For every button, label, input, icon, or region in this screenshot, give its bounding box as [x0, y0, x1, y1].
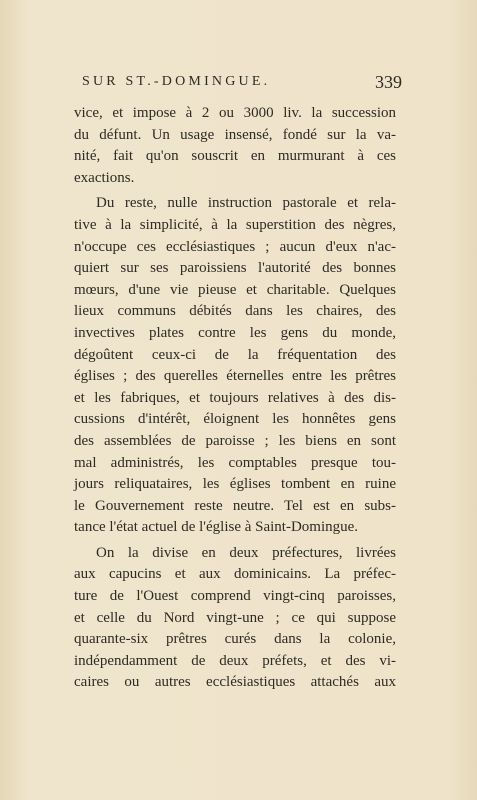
running-title: SUR ST.-DOMINGUE.: [82, 74, 271, 89]
text-line: tive à la simplicité, à la superstition des nègres,: [74, 216, 396, 233]
text-line: exactions.: [74, 169, 135, 186]
text-line: cussions d'intérêt, éloignent les honnêtes gens: [74, 411, 396, 428]
body-text: [74, 103, 396, 694]
text-line: dégoûtent ceux-ci de la fréquentation des: [74, 346, 396, 363]
text-line: invectives plates contre les gens du monde,: [74, 324, 396, 341]
text-line: caires ou autres ecclésiastiques attachés aux: [74, 674, 396, 691]
text-line: On la divise en deux préfectures, livrées: [96, 544, 396, 561]
text-line: aux capucins et aux dominicains. La préfec-: [74, 566, 396, 583]
paragraph: [74, 193, 396, 539]
text-line: le Gouvernement reste neutre. Tel est en subs-: [74, 497, 396, 514]
text-line: quiert sur ses paroissiens l'autorité des bonnes: [74, 260, 396, 277]
page-header: [72, 72, 402, 98]
text-line: ture de l'Ouest comprend vingt-cinq paroisses,: [74, 588, 396, 605]
text-line: nité, fait qu'on souscrit en murmurant à ces: [74, 148, 396, 165]
text-line: lieux communs débités dans les chaires, des: [74, 303, 396, 320]
text-line: indépendamment de deux préfets, et des vi-: [74, 652, 396, 669]
text-line: des assemblées de paroisse ; les biens en sont: [74, 432, 396, 449]
text-line: et les fabriques, et toujours relatives à des dis-: [74, 389, 396, 406]
text-line: églises ; des querelles éternelles entre les prêtres: [74, 368, 396, 385]
text-line: Du reste, nulle instruction pastorale et rela-: [96, 195, 396, 212]
text-line: mœurs, d'une vie pieuse et charitable. Quelques: [74, 281, 396, 298]
page-number: 339: [375, 72, 402, 92]
text-line: et celle du Nord vingt-une ; ce qui suppose: [74, 609, 396, 626]
text-line: mal administrés, les comptables presque tou-: [74, 454, 396, 471]
paragraph: [74, 543, 396, 694]
text-line: tance l'état actuel de l'église à Saint-Domingue.: [74, 519, 359, 536]
text-line: quarante-six prêtres curés dans la colonie,: [74, 631, 396, 648]
text-line: du défunt. Un usage insensé, fondé sur la va-: [74, 126, 396, 143]
text-line: vice, et impose à 2 ou 3000 liv. la succession: [74, 105, 396, 121]
text-line: jours reliquataires, les églises tombent en ruine: [74, 476, 396, 493]
paragraph: [74, 103, 396, 189]
text-line: n'occupe ces ecclésiastiques ; aucun d'eux n'ac-: [74, 238, 396, 255]
